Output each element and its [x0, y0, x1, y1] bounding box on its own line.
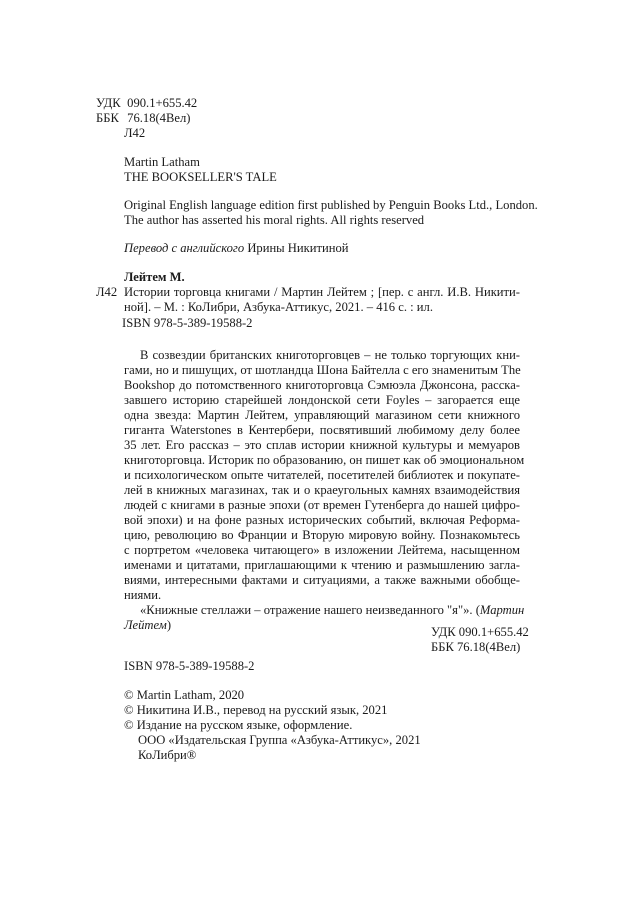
- annotation-line: одна звезда: Мартин Лейтем, управляющий магазином сети книжного: [124, 408, 520, 422]
- annotation-line: гиганта Waterstones в Кентербери, посвятивший любимому делу более: [124, 423, 520, 437]
- annotation-line: с портретом «человека читающего» в изложении Лейтема, насыщенном: [124, 543, 520, 557]
- annotation: [124, 348, 525, 633]
- quote-author-first: Мартин: [479, 603, 525, 617]
- catalog-line-1: Истории торговца книгами / Мартин Лейтем ; [пер. с англ. И.В. Никити-: [124, 285, 520, 299]
- original-title: THE BOOKSELLER'S TALE: [124, 170, 277, 184]
- bbk-value: 76.18(4Вел): [127, 111, 191, 125]
- annotation-line: именами и цитатами, приглашающими к чтению и размышлению загла-: [124, 558, 520, 572]
- translator-name: Ирины Никитиной: [247, 241, 349, 255]
- udk-bottom: УДК 090.1+655.42: [431, 625, 529, 639]
- bbk-label: ББК: [96, 111, 119, 125]
- catalog-sign: Л42: [96, 285, 118, 299]
- udk-label: УДК: [96, 96, 121, 110]
- bbk-bottom: ББК 76.18(4Вел): [431, 640, 521, 654]
- catalog-author-heading: Лейтем М.: [124, 270, 185, 284]
- annotation-line: вой эпохи) и на фоне разных исторических событий, включая Реформа-: [124, 513, 520, 527]
- rights-block: [124, 198, 538, 228]
- copyright-line-1: © Martin Latham, 2020: [124, 688, 245, 702]
- annotation-line: цию, революцию во Франции и Вторую мировую войну. Познакомьтесь: [124, 528, 520, 542]
- annotation-line: и психологическом опыте читателей, посетителей библиотек и покупате-: [124, 468, 520, 482]
- classification-block-bottom: [431, 625, 529, 655]
- udk-row: [96, 96, 197, 111]
- catalog-description: [124, 285, 520, 315]
- annotation-line: книготорговца. Историк по образованию, он пишет как об эмоциональном: [124, 453, 525, 467]
- annotation-line: виями, интересными фактами и ситуациями, а также важными обобще-: [124, 573, 520, 587]
- rights-line-1: Original English language edition first published by Penguin Books Ltd., London.: [124, 198, 538, 212]
- translation-prefix: Перевод с английского: [124, 241, 245, 255]
- copyright-line-2: © Никитина И.В., перевод на русский язык, 2021: [124, 703, 388, 717]
- copyright-line-4: ООО «Издательская Группа «Азбука-Аттикус», 2021: [138, 733, 421, 747]
- annotation-line: людей с книгами в разные эпохи (от времен Гутенберга до нашей цифро-: [124, 498, 520, 512]
- annotation-line: гами, но и пишущих, от шотландца Шона Байтелла с его знаменитым The: [124, 363, 521, 377]
- quote-text: «Книжные стеллажи – отражение нашего неизведанного "я"». (: [140, 603, 480, 617]
- original-edition-block: [124, 155, 277, 185]
- isbn-bottom: ISBN 978-5-389-19588-2: [124, 659, 255, 673]
- annotation-line: 35 лет. Его рассказ – это сплав истории книжной культуры и мемуаров: [124, 438, 520, 452]
- annotation-line: завшего историю старейшей лондонской сети Foyles – загорается еще: [124, 393, 520, 407]
- annotation-line: лей в книжных магазинах, так и о краеугольных камнях взаимодействия: [124, 483, 520, 497]
- copyright-line-3: © Издание на русском языке, оформление.: [124, 718, 353, 732]
- copyright-block: [124, 688, 421, 763]
- author-sign: Л42: [124, 126, 146, 140]
- annotation-line: ниями.: [124, 588, 162, 602]
- quote-close: ): [166, 618, 172, 632]
- udk-value: 090.1+655.42: [127, 96, 198, 110]
- annotation-line: В созвездии британских книготорговцев – не только торгующих кни-: [140, 348, 520, 362]
- copyright-line-5: КоЛибри®: [138, 748, 197, 762]
- quote-author-last: Лейтем: [124, 618, 167, 632]
- catalog-line-2: ной]. – М. : КоЛибри, Азбука-Аттикус, 2021. – 416 с. : ил.: [124, 300, 433, 314]
- catalog-isbn: ISBN 978-5-389-19588-2: [122, 316, 253, 330]
- annotation-line: Bookshop до потомственного книготорговца Сэмюэла Джонсона, расска-: [124, 378, 520, 392]
- original-author: Martin Latham: [124, 155, 200, 169]
- translation-credit: [124, 241, 349, 256]
- rights-line-2: The author has asserted his moral rights. All rights reserved: [124, 213, 425, 227]
- classification-block-top: [96, 96, 197, 141]
- annotation-quote: [124, 603, 525, 618]
- bbk-row: [96, 111, 197, 126]
